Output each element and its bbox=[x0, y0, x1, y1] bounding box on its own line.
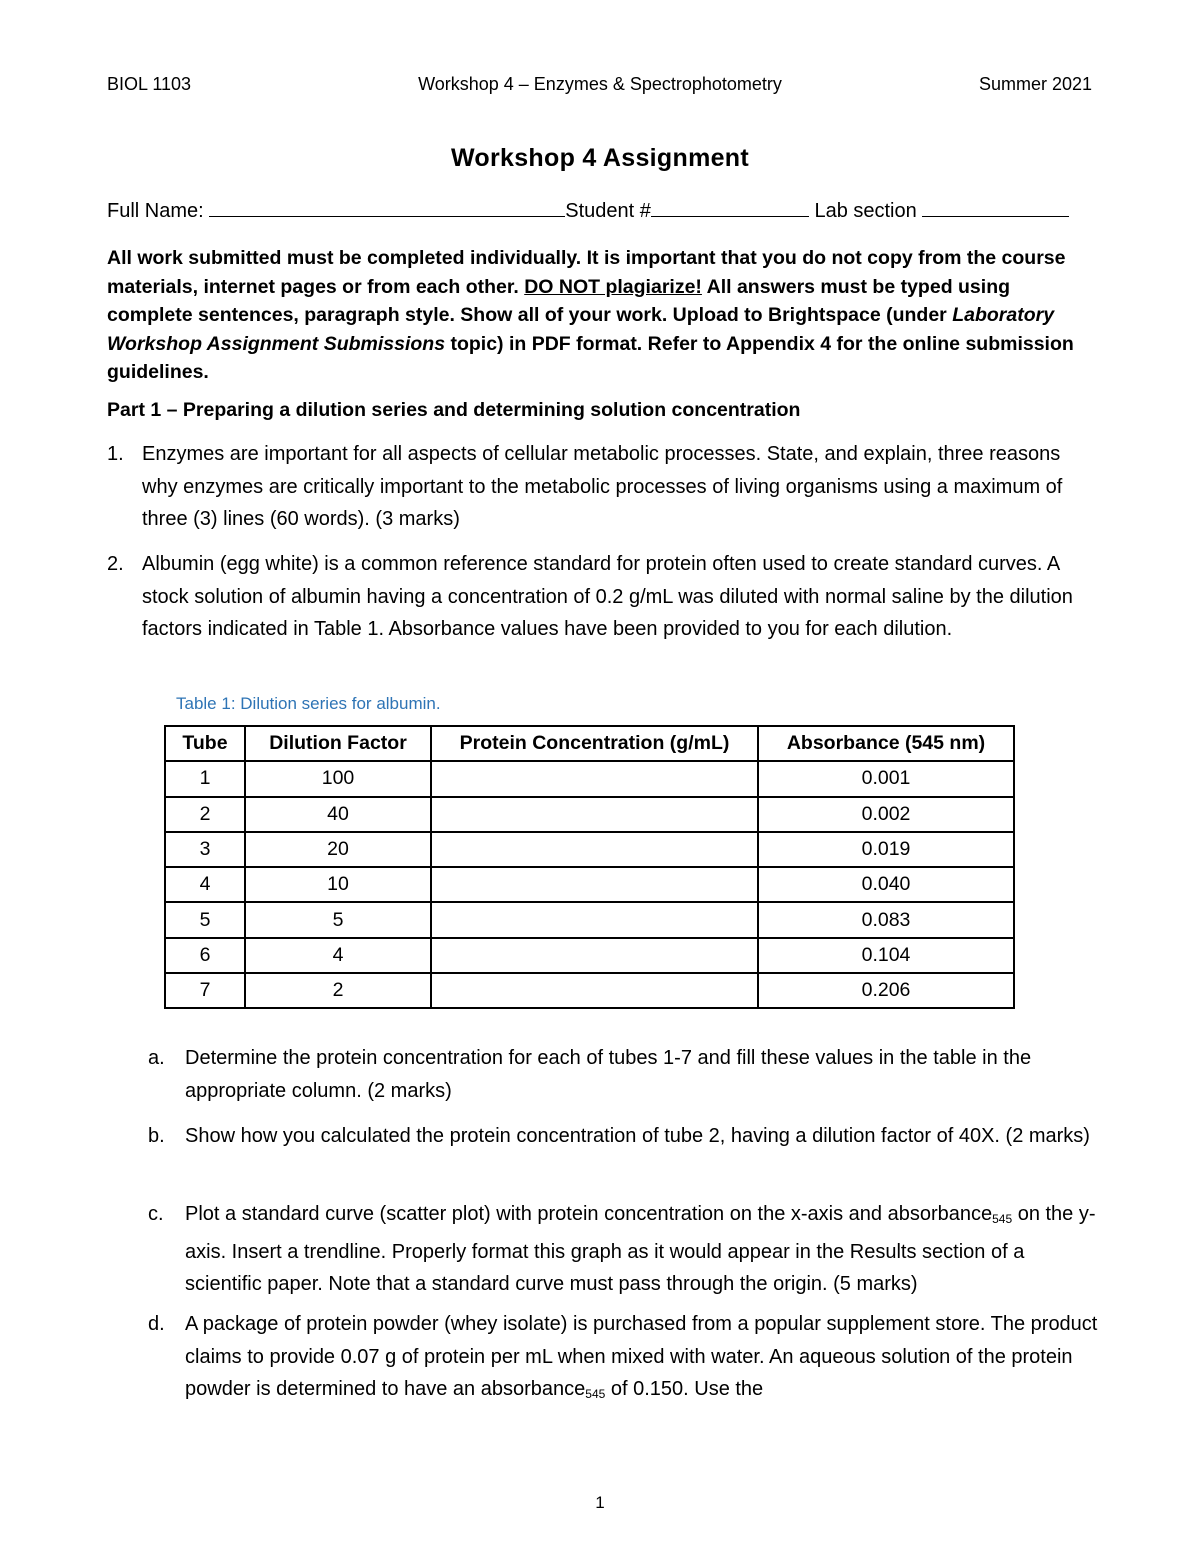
table-caption: Table 1: Dilution series for albumin. bbox=[176, 694, 441, 713]
tube-cell: 3 bbox=[165, 832, 245, 867]
subquestion-letter: b. bbox=[148, 1125, 165, 1147]
subquestion-d bbox=[148, 1308, 1098, 1411]
header-workshop: Workshop 4 – Enzymes & Spectrophotometry bbox=[418, 74, 782, 94]
subquestion-text-part: A package of protein powder (whey isolate) is purchased from a popular supplement store. The product claims to provide 0.07 g of protein per mL when mixed with water. An aqueous solution of the protein powder is determined to have an absorbance bbox=[185, 1313, 1098, 1400]
dilution-factor-cell: 100 bbox=[245, 761, 431, 796]
concentration-cell[interactable] bbox=[431, 938, 758, 973]
tube-cell: 6 bbox=[165, 938, 245, 973]
subquestion-letter: a. bbox=[148, 1047, 165, 1069]
absorbance-cell: 0.019 bbox=[758, 832, 1014, 867]
dilution-factor-cell: 40 bbox=[245, 797, 431, 832]
student-number-blank[interactable] bbox=[651, 200, 809, 217]
absorbance-cell: 0.001 bbox=[758, 761, 1014, 796]
header-course: BIOL 1103 bbox=[107, 74, 192, 94]
instructions-text-2: All answers must be typed using complete sentences, paragraph style. Show all of your work. Upload to Brightspace (under bbox=[107, 275, 1011, 327]
subquestion-a bbox=[148, 1042, 1098, 1107]
subquestion-text-part: of 0.150. Use the bbox=[605, 1378, 764, 1400]
subquestion-text: Determine the protein concentration for each of tubes 1-7 and fill these values in the table in the appropriate column. (2 marks) bbox=[185, 1047, 1032, 1102]
tube-cell: 7 bbox=[165, 973, 245, 1008]
full-name-blank[interactable] bbox=[209, 200, 565, 217]
dilution-factor-cell: 20 bbox=[245, 832, 431, 867]
subquestion-text bbox=[185, 1198, 1098, 1301]
absorbance-cell: 0.040 bbox=[758, 867, 1014, 902]
lab-section-label: Lab section bbox=[814, 200, 917, 222]
page-number: 1 bbox=[595, 1493, 605, 1512]
question-number: 2. bbox=[107, 553, 124, 575]
dilution-table bbox=[164, 725, 1015, 1009]
table-row bbox=[165, 902, 1014, 937]
wavelength-subscript: 545 bbox=[992, 1212, 1013, 1226]
concentration-cell[interactable] bbox=[431, 867, 758, 902]
table-row bbox=[165, 867, 1014, 902]
tube-cell: 4 bbox=[165, 867, 245, 902]
header-tube: Tube bbox=[165, 726, 245, 761]
concentration-cell[interactable] bbox=[431, 973, 758, 1008]
table-row bbox=[165, 938, 1014, 973]
dilution-factor-cell: 5 bbox=[245, 902, 431, 937]
subquestion-text bbox=[185, 1308, 1098, 1411]
lab-section-blank[interactable] bbox=[922, 200, 1069, 217]
subquestion-b bbox=[148, 1120, 1098, 1153]
concentration-cell[interactable] bbox=[431, 797, 758, 832]
concentration-cell[interactable] bbox=[431, 761, 758, 796]
header-absorbance: Absorbance (545 nm) bbox=[758, 726, 1014, 761]
dilution-factor-cell: 10 bbox=[245, 867, 431, 902]
subquestion-c bbox=[148, 1198, 1098, 1301]
submission-topic: Laboratory Workshop Assignment Submissions bbox=[107, 304, 1055, 355]
subquestion-text-part: Plot a standard curve (scatter plot) with protein concentration on the x-axis and absorbance bbox=[185, 1203, 993, 1225]
concentration-cell[interactable] bbox=[431, 902, 758, 937]
question-text: Enzymes are important for all aspects of cellular metabolic processes. State, and explain, three reasons why enzymes are critically important to the metabolic processes of living organisms using a maximum of three (3) lines (60 words). (3 marks) bbox=[142, 443, 1063, 530]
header-term: Summer 2021 bbox=[978, 74, 1092, 94]
concentration-cell[interactable] bbox=[431, 832, 758, 867]
table-row bbox=[165, 832, 1014, 867]
subquestion-text: Show how you calculated the protein concentration of tube 2, having a dilution factor of 40X. (2 marks) bbox=[185, 1125, 1090, 1147]
question-text: Albumin (egg white) is a common reference standard for protein often used to create standard curves. A stock solution of albumin having a concentration of 0.2 g/mL was diluted with normal saline by the dilution factors indicated in Table 1. Absorbance values have been provided to you for each dilution. bbox=[142, 553, 1073, 640]
subquestion-letter: d. bbox=[148, 1313, 165, 1335]
wavelength-subscript: 545 bbox=[585, 1387, 606, 1401]
part1-heading: Part 1 – Preparing a dilution series and determining solution concentration bbox=[107, 399, 801, 421]
plagiarize-warning: DO NOT plagiarize! bbox=[524, 275, 702, 298]
dilution-factor-cell: 2 bbox=[245, 973, 431, 1008]
full-name-label: Full Name: bbox=[107, 200, 204, 222]
absorbance-cell: 0.083 bbox=[758, 902, 1014, 937]
student-number-label: Student # bbox=[565, 200, 651, 222]
tube-cell: 2 bbox=[165, 797, 245, 832]
absorbance-cell: 0.002 bbox=[758, 797, 1014, 832]
header-dilution-factor: Dilution Factor bbox=[245, 726, 431, 761]
subquestion-text-part: on the y-axis. Insert a trendline. Properly format this graph as it would appear in the Results section of a scientific paper. Note that a standard curve must pass through the origin. (5 marks) bbox=[185, 1203, 1096, 1295]
subquestion-letter: c. bbox=[148, 1203, 164, 1225]
tube-cell: 1 bbox=[165, 761, 245, 796]
student-info-line bbox=[107, 200, 1095, 223]
instructions-text-3: topic) in PDF format. Refer to Appendix 4 for the online submission guidelines. bbox=[107, 332, 1074, 384]
dilution-factor-cell: 4 bbox=[245, 938, 431, 973]
question-number: 1. bbox=[107, 443, 124, 465]
absorbance-cell: 0.104 bbox=[758, 938, 1014, 973]
tube-cell: 5 bbox=[165, 902, 245, 937]
question-1 bbox=[107, 438, 1097, 536]
table-row bbox=[165, 797, 1014, 832]
instructions-text-1: All work submitted must be completed individually. It is important that you do not copy from the course materials, internet pages or from each other. bbox=[107, 247, 1066, 298]
absorbance-cell: 0.206 bbox=[758, 973, 1014, 1008]
page-title: Workshop 4 Assignment bbox=[450, 144, 749, 172]
header-protein-concentration: Protein Concentration (g/mL) bbox=[431, 726, 758, 761]
question-2 bbox=[107, 548, 1097, 646]
table-row bbox=[165, 761, 1014, 796]
instructions-paragraph bbox=[107, 244, 1097, 387]
table-header-row bbox=[165, 726, 1014, 761]
table-row bbox=[165, 973, 1014, 1008]
